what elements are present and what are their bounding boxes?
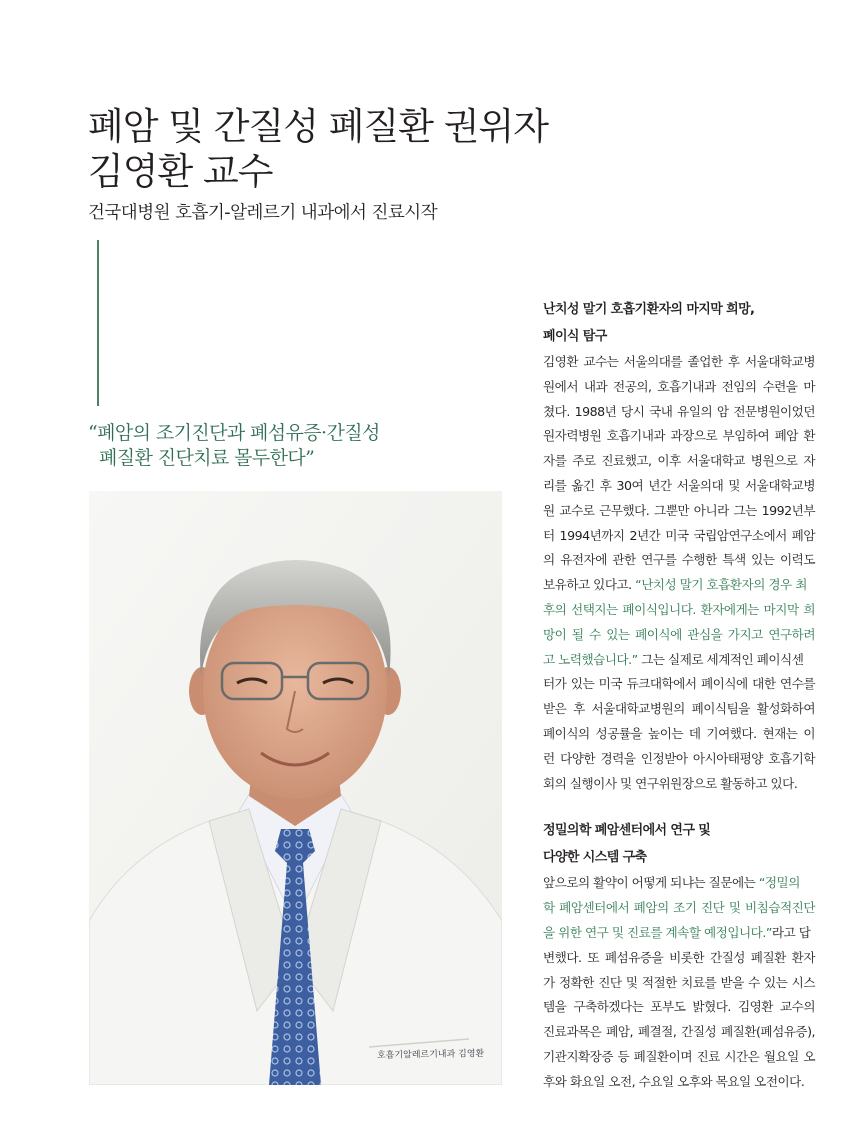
section-2-heading-line-2: 다양한 시스템 구축 <box>543 849 647 865</box>
title-line-2: 김영환 교수 <box>88 150 273 193</box>
article-body <box>543 297 815 1095</box>
highlight-quote: 학 폐암센터에서 폐암의 조기 진단 및 비침습적진단 <box>543 900 815 916</box>
section-1-heading-line-1: 난치성 말기 호흡기환자의 마지막 희망, <box>543 302 755 317</box>
body-line-text: 라고 답 <box>771 924 811 940</box>
pull-quote-line-2: 폐질환 진단치료 몰두한다” <box>99 447 315 469</box>
highlight-quote: “정밀의 <box>758 875 800 891</box>
section-1-heading <box>543 297 815 350</box>
body-line: 가 정확한 진단 및 적절한 치료를 받을 수 있는 시스 <box>543 974 815 990</box>
body-line: 템을 구축하겠다는 포부도 밝혔다. 김영환 교수의 <box>543 999 815 1015</box>
pull-quote <box>88 421 380 471</box>
body-line: 회의 실행이사 및 연구위원장으로 활동하고 있다. <box>543 775 798 791</box>
section-1-heading-line-2: 폐이식 탐구 <box>543 328 607 344</box>
professor-portrait-photo <box>89 491 502 1085</box>
body-line: 원자력병원 호흡기내과 과장으로 부임하여 폐암 환 <box>543 428 815 444</box>
body-line: 진료과목은 폐암, 폐결절, 간질성 폐질환(폐섬유증), <box>543 1024 815 1040</box>
body-line: 후와 화요일 오전, 수요일 오후와 목요일 오전이다. <box>543 1073 805 1089</box>
body-line: 런 다양한 경력을 인정받아 아시아태평양 호흡기학 <box>543 750 815 766</box>
section-spacer <box>543 796 815 818</box>
coat-embroidery: 호흡기알레르기내과 김영환 <box>376 1049 485 1061</box>
highlight-quote: 고 노력했습니다.” <box>543 651 638 667</box>
section-2-heading <box>543 818 815 871</box>
body-line: 리를 옮긴 후 30여 년간 서울의대 및 서울대학교병 <box>543 477 815 493</box>
body-line-mixed <box>543 648 815 673</box>
body-line: 터 1994년까지 2년간 미국 국립암연구소에서 폐암 <box>543 527 815 543</box>
body-line: 기관지확장증 등 폐질환이며 진료 시간은 월요일 오 <box>543 1048 815 1064</box>
section-2-paragraph <box>543 871 815 1094</box>
body-line: 의 유전자에 관한 연구를 수행한 특색 있는 이력도 <box>543 552 815 568</box>
body-line-text: 보유하고 있다고. <box>543 577 636 593</box>
body-line: 원 교수로 근무했다. 그뿐만 아니라 그는 1992년부 <box>543 502 815 518</box>
body-line: 김영환 교수는 서울의대를 졸업한 후 서울대학교병 <box>543 354 815 369</box>
body-line-text: 그는 실제로 세계적인 폐이식센 <box>637 651 804 667</box>
pull-quote-line-1: “폐암의 조기진단과 폐섬유증·간질성 <box>88 422 380 444</box>
title-line-1: 폐암 및 간질성 폐질환 권위자 <box>88 105 548 148</box>
body-line-mixed <box>543 573 815 598</box>
body-line: 터가 있는 미국 듀크대학에서 폐이식에 대한 연수를 <box>543 676 815 692</box>
body-line: 받은 후 서울대학교병원의 폐이식팀을 활성화하여 <box>543 701 815 717</box>
body-line: 쳤다. 1988년 당시 국내 유일의 암 전문병원이었던 <box>543 403 815 419</box>
body-line: 변했다. 또 폐섬유증을 비롯한 간질성 폐질환 환자 <box>543 949 815 965</box>
vertical-rule <box>97 240 99 406</box>
body-line: 원에서 내과 전공의, 호흡기내과 전임의 수련을 마 <box>543 378 815 394</box>
body-line: 폐이식의 성공률을 높이는 데 기여했다. 현재는 이 <box>543 725 815 741</box>
section-2-heading-line-1: 정밀의학 폐암센터에서 연구 및 <box>543 823 711 839</box>
highlight-quote: 망이 될 수 있는 폐이식에 관심을 가지고 연구하려 <box>543 626 815 642</box>
body-line-text: 앞으로의 활약이 어떻게 되냐는 질문에는 <box>543 875 759 891</box>
article-title <box>88 104 548 194</box>
article-subtitle: 건국대병원 호흡기-알레르기 내과에서 진료시작 <box>88 203 438 223</box>
body-line-mixed <box>543 921 815 946</box>
highlight-quote: 을 위한 연구 및 진료를 계속할 예정입니다.” <box>543 924 772 940</box>
highlight-quote: 후의 선택지는 폐이식입니다. 환자에게는 마지막 희 <box>543 601 815 617</box>
body-line-mixed <box>543 871 815 896</box>
highlight-quote: “난치성 말기 호흡환자의 경우 최 <box>635 577 807 593</box>
portrait-illustration <box>89 491 502 1085</box>
body-line: 자를 주로 진료했고, 이후 서울대학교 병원으로 자 <box>543 453 815 469</box>
section-1-paragraph <box>543 350 815 796</box>
